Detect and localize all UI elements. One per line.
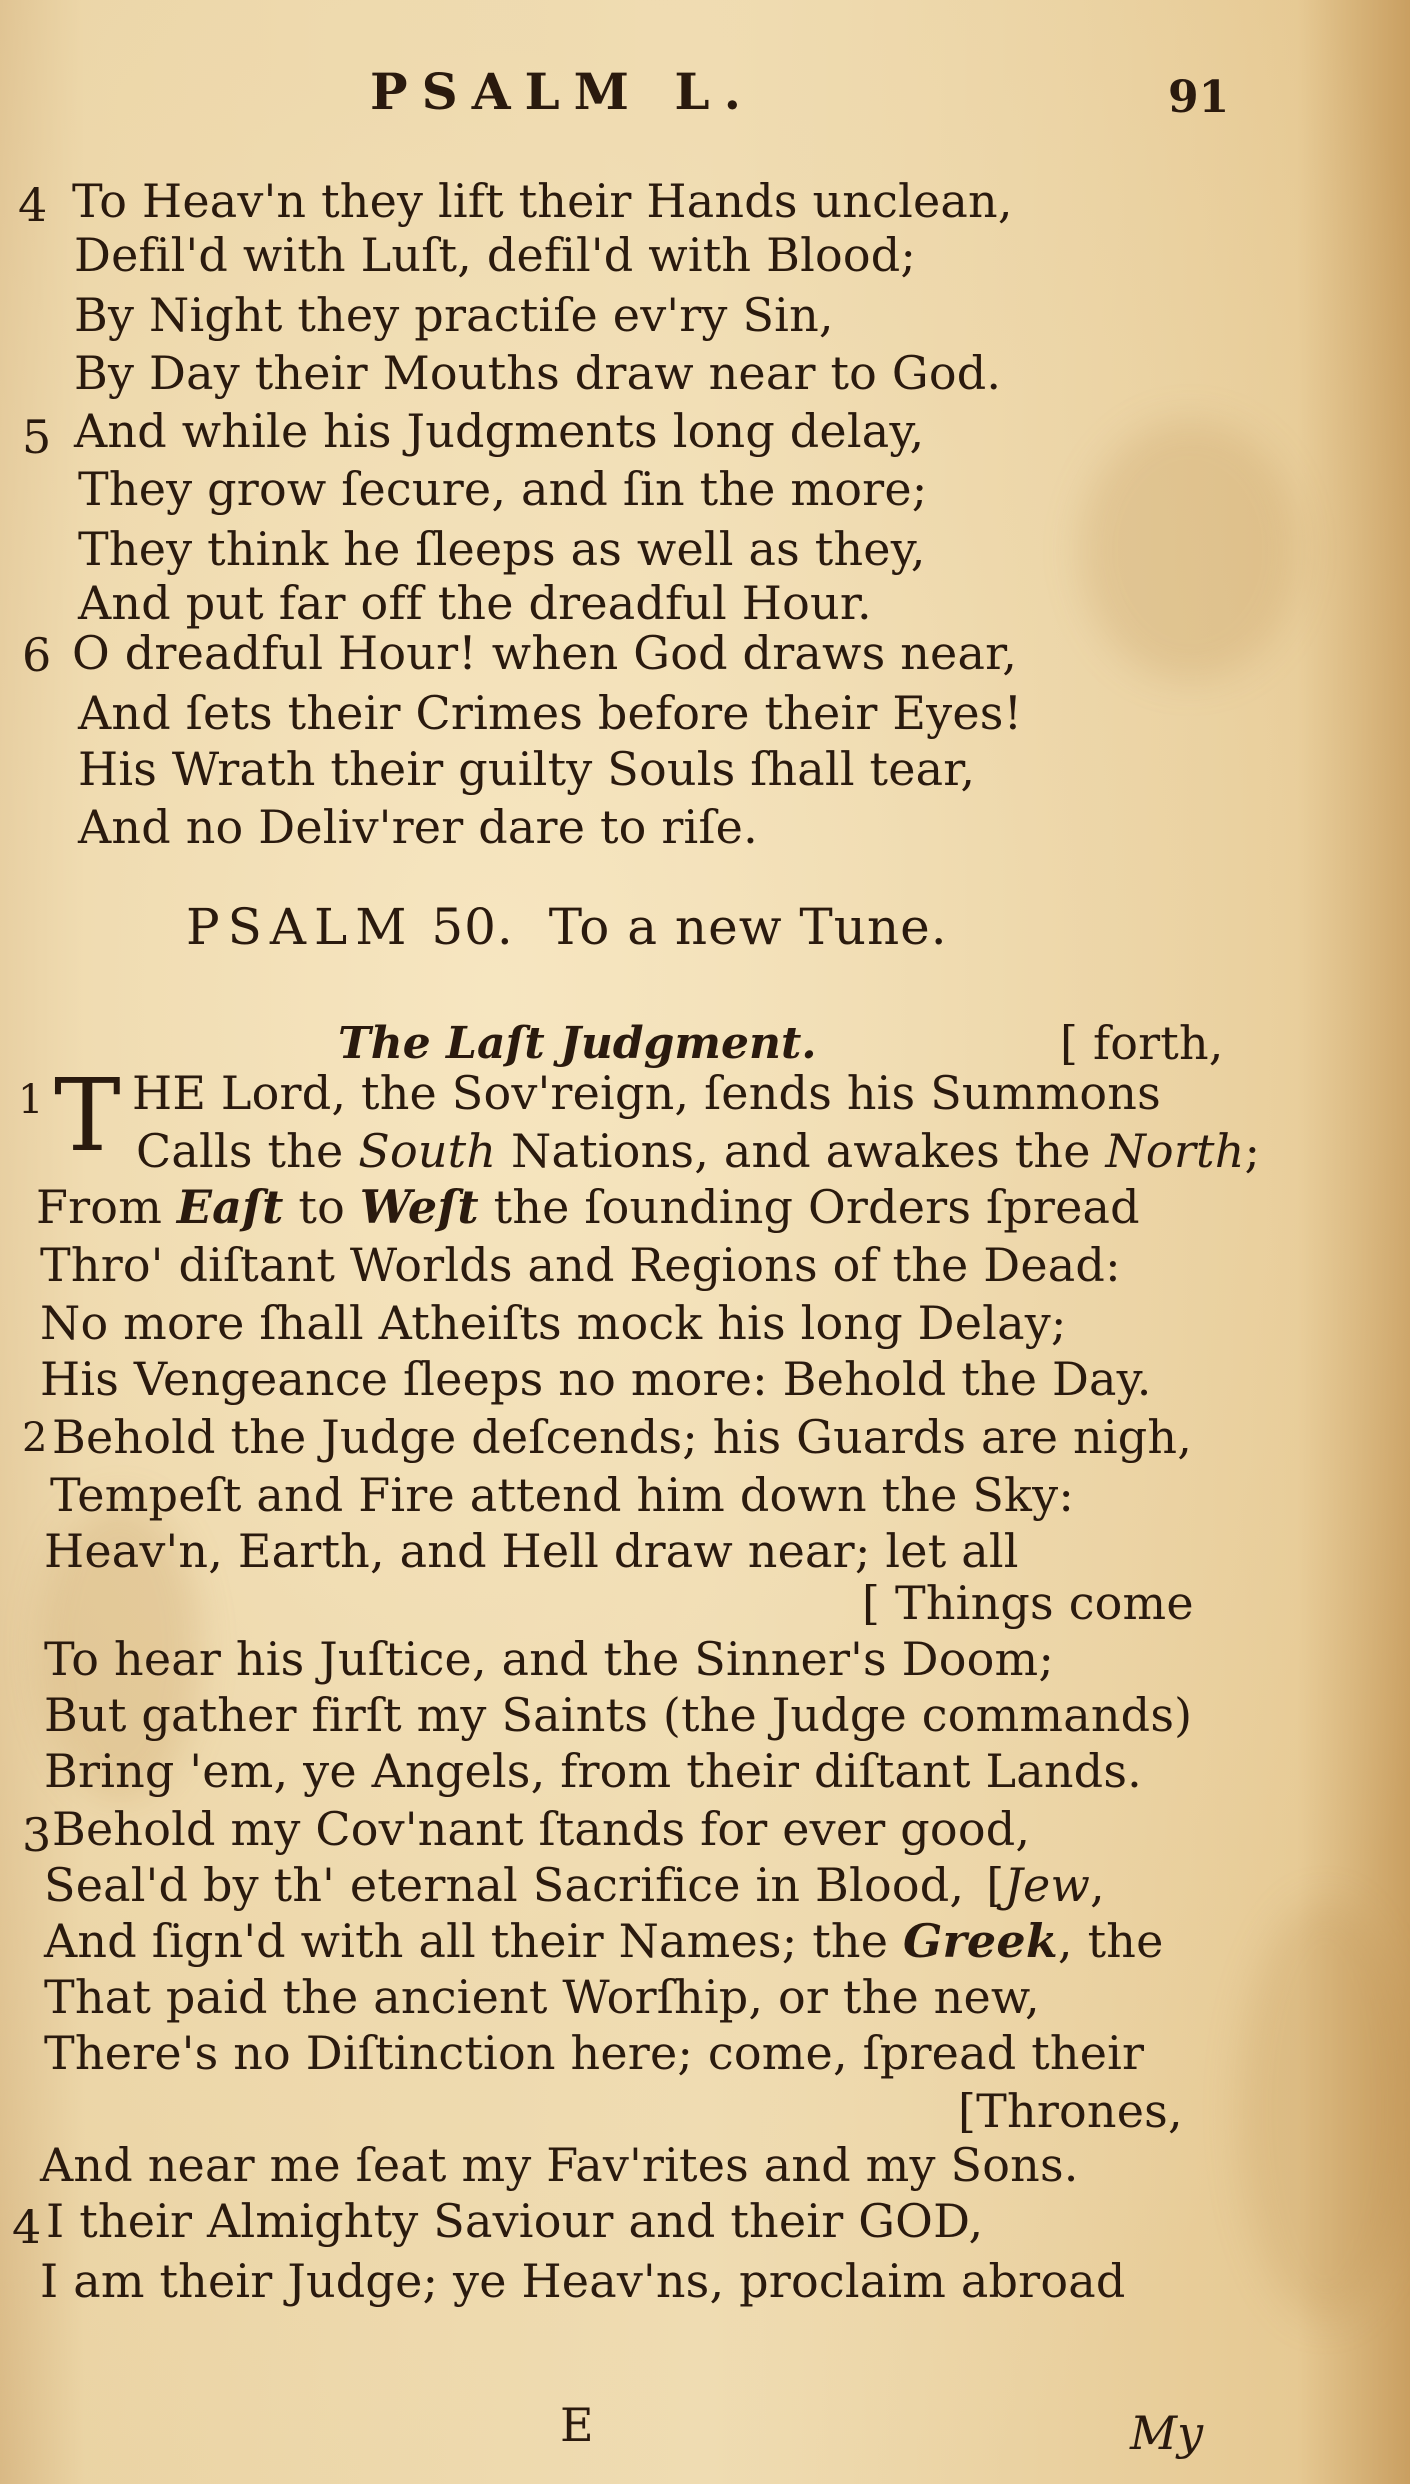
page-number: 91 (1168, 72, 1230, 123)
verse-line: HE Lord, the Sov'reign, ſends his Summons (132, 1066, 1161, 1120)
verse-line: There's no Diſtinction here; come, ſpread their (44, 2026, 1145, 2080)
verse-number: 2 (22, 1415, 48, 1461)
verse-line: Calls the South Nations, and awakes the North; (136, 1124, 1261, 1178)
verse-line: I their Almighty Saviour and their GOD, (46, 2194, 984, 2248)
psalm-subtitle: The Laſt Judgment. (338, 1018, 817, 1069)
verse-line: To Heav'n they lift their Hands unclean, (72, 174, 1013, 228)
verse-line: Tempeſt and Fire attend him down the Sky: (50, 1468, 1075, 1522)
psalm-number: 50. (431, 898, 514, 956)
turnover-text: [ forth, (1060, 1016, 1224, 1070)
verse-number: 5 (22, 410, 52, 464)
verse-line: No more ſhall Atheiſts mock his long Delay; (40, 1296, 1067, 1350)
verse-line: His Vengeance ſleeps no more: Behold the Day. (40, 1352, 1152, 1406)
verse-line: And ſets their Crimes before their Eyes! (78, 686, 1023, 740)
verse-line: And while his Judgments long delay, (74, 404, 925, 458)
tune-label: To a new Tune. (548, 898, 948, 956)
turnover-text: [Thrones, (958, 2084, 1183, 2138)
verse-line: They grow ſecure, and ſin the more; (78, 462, 928, 516)
drop-capital: T (54, 1057, 121, 1174)
verse-line: By Night they practiſe ev'ry Sin, (74, 288, 834, 342)
verse-line: Behold my Cov'nant ſtands for ever good, (52, 1802, 1031, 1856)
verse-line: By Day their Mouths draw near to God. (74, 346, 1002, 400)
psalm-heading (186, 898, 948, 956)
verse-number: 1 (18, 1077, 44, 1123)
verse-line: His Wrath their guilty Souls ſhall tear, (78, 742, 976, 796)
verse-line: And ſign'd with all their Names; the Greek, the (44, 1914, 1164, 1968)
verse-line: From Eaſt to Weſt the ſounding Orders ſpread (36, 1180, 1140, 1234)
verse-number: 4 (18, 178, 48, 232)
verse-line: And put far off the dreadful Hour. (78, 576, 872, 630)
psalm-word: PSALM (186, 898, 415, 956)
verse-line: O dreadful Hour! when God draws near, (72, 626, 1018, 680)
signature-mark: E (560, 2398, 594, 2452)
running-head: PSALM L. (370, 62, 755, 121)
catchword: My (1130, 2406, 1204, 2460)
verse-line: Heav'n, Earth, and Hell draw near; let all (44, 1524, 1019, 1578)
verse-line: And near me ſeat my Fav'rites and my Sons. (40, 2138, 1079, 2192)
turnover-text: [ Things come (862, 1576, 1194, 1630)
verse-line: And no Deliv'rer dare to riſe. (78, 800, 758, 854)
verse-line: Bring 'em, ye Angels, from their diſtant Lands. (44, 1744, 1142, 1798)
verse-line: Seal'd by th' eternal Sacrifice in Blood, [Jew, (44, 1858, 1105, 1912)
verse-number: 4 (12, 2200, 42, 2254)
verse-number: 3 (22, 1808, 52, 1862)
verse-line: They think he ſleeps as well as they, (78, 522, 926, 576)
verse-line: I am their Judge; ye Heav'ns, proclaim abroad (40, 2254, 1126, 2308)
verse-line: Behold the Judge deſcends; his Guards are nigh, (52, 1410, 1193, 1464)
verse-number: 6 (22, 628, 52, 682)
verse-line: To hear his Juſtice, and the Sinner's Doom; (44, 1632, 1055, 1686)
verse-line: But gather firſt my Saints (the Judge commands) (44, 1688, 1193, 1742)
verse-line: Thro' diſtant Worlds and Regions of the Dead: (40, 1238, 1121, 1292)
verse-line: Defil'd with Luſt, defil'd with Blood; (74, 228, 917, 282)
verse-line: That paid the ancient Worſhip, or the new, (44, 1970, 1040, 2024)
